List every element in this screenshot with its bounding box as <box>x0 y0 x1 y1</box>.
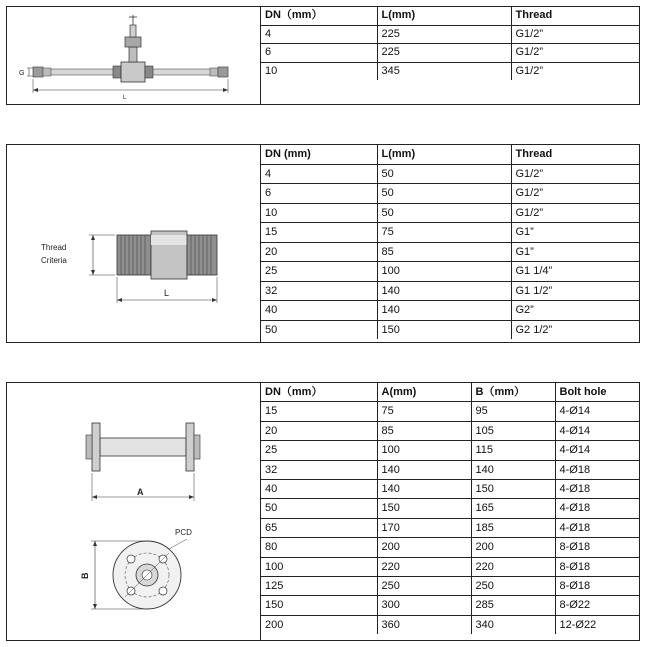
spec-table-3 <box>261 383 639 634</box>
l-label: L <box>123 95 127 101</box>
table-cell: 40 <box>261 301 377 321</box>
table-cell: 4-Ø18 <box>555 499 639 518</box>
header-row <box>261 7 639 25</box>
table-cell: 50 <box>377 203 511 223</box>
header-row <box>261 145 639 164</box>
table-cell: 150 <box>377 320 511 339</box>
table-row <box>261 402 639 421</box>
table-cell: 4 <box>261 25 377 44</box>
table-cell: 6 <box>261 184 377 204</box>
table-cell: 340 <box>471 615 555 634</box>
table-cell: 150 <box>377 499 471 518</box>
table-cell: 4-Ø14 <box>555 421 639 440</box>
table-cell: G1 1/2” <box>511 281 639 301</box>
column-header: Thread <box>511 145 639 164</box>
table-cell: 25 <box>261 441 377 460</box>
table-cell: 4 <box>261 164 377 184</box>
table-row <box>261 421 639 440</box>
table-row <box>261 164 639 184</box>
table-row <box>261 538 639 557</box>
column-header: Bolt hole <box>555 383 639 402</box>
table-row <box>261 596 639 615</box>
table-row <box>261 184 639 204</box>
table-cell: 75 <box>377 402 471 421</box>
table-row <box>261 480 639 499</box>
table-cell: 32 <box>261 281 377 301</box>
table-cell: 50 <box>377 164 511 184</box>
table-row <box>261 557 639 576</box>
spec-table-2 <box>261 145 639 339</box>
table-cell: 185 <box>471 518 555 537</box>
table-cell: 285 <box>471 596 555 615</box>
table-cell: 10 <box>261 203 377 223</box>
column-header: DN（mm） <box>261 7 377 25</box>
table-cell: 50 <box>261 320 377 339</box>
table-cell: 25 <box>261 262 377 282</box>
table-cell: 4-Ø14 <box>555 441 639 460</box>
table-cell: G2” <box>511 301 639 321</box>
table-cell: 200 <box>261 615 377 634</box>
table-cell: 140 <box>377 460 471 479</box>
table-cell: 10 <box>261 62 377 80</box>
column-header: DN（mm） <box>261 383 377 402</box>
table-cell: 200 <box>377 538 471 557</box>
column-header: L(mm) <box>377 7 511 25</box>
column-header: DN (mm) <box>261 145 377 164</box>
table-cell: 140 <box>377 480 471 499</box>
spec-table-1 <box>261 7 639 80</box>
table-cell: 300 <box>377 596 471 615</box>
table-cell: 8-Ø18 <box>555 538 639 557</box>
table-cell: 115 <box>471 441 555 460</box>
table-cell: 80 <box>261 538 377 557</box>
spec-block-2 <box>6 144 640 343</box>
table-cell: 150 <box>261 596 377 615</box>
table-cell: G1/2” <box>511 25 639 44</box>
table-cell: G1/2” <box>511 44 639 63</box>
table-cell: 8-Ø18 <box>555 577 639 596</box>
table-cell: 15 <box>261 402 377 421</box>
table-cell: 225 <box>377 25 511 44</box>
table-cell: G1 1/4” <box>511 262 639 282</box>
spec-block-1 <box>6 6 640 105</box>
table-cell: 100 <box>377 441 471 460</box>
b-label: B <box>80 572 90 579</box>
l-label: L <box>164 288 170 298</box>
table-cell: 140 <box>377 281 511 301</box>
table-cell: 12-Ø22 <box>555 615 639 634</box>
table-row <box>261 577 639 596</box>
table-cell: G1/2” <box>511 164 639 184</box>
table-cell: 4-Ø18 <box>555 480 639 499</box>
table-row <box>261 223 639 243</box>
figure-1 <box>7 7 261 104</box>
thread-label: Thread <box>41 243 67 252</box>
table-cell: 100 <box>261 557 377 576</box>
table-cell: 165 <box>471 499 555 518</box>
table-cell: 8-Ø18 <box>555 557 639 576</box>
table-cell: 20 <box>261 242 377 262</box>
nipple-fitting-drawing <box>7 145 259 342</box>
table-cell: 6 <box>261 44 377 63</box>
table-cell: 250 <box>471 577 555 596</box>
table-row <box>261 441 639 460</box>
column-header: A(mm) <box>377 383 471 402</box>
header-row <box>261 383 639 402</box>
figure-3 <box>7 383 261 640</box>
table-cell: 50 <box>261 499 377 518</box>
table-cell: 360 <box>377 615 471 634</box>
table-row <box>261 262 639 282</box>
table-cell: 250 <box>377 577 471 596</box>
table-row <box>261 320 639 339</box>
table-cell: 20 <box>261 421 377 440</box>
table-cell: 65 <box>261 518 377 537</box>
table-cell: 32 <box>261 460 377 479</box>
table-cell: 125 <box>261 577 377 596</box>
g-label: G <box>19 70 25 77</box>
table-cell: G2 1/2” <box>511 320 639 339</box>
table-cell: 85 <box>377 421 471 440</box>
table-cell: G1” <box>511 242 639 262</box>
table-cell: 200 <box>471 538 555 557</box>
table-cell: 220 <box>471 557 555 576</box>
table-cell: 4-Ø14 <box>555 402 639 421</box>
table-cell: 225 <box>377 44 511 63</box>
table-cell: G1/2” <box>511 184 639 204</box>
column-header: B（mm） <box>471 383 555 402</box>
threaded-sensor-drawing <box>7 7 259 104</box>
a-label: A <box>137 487 144 497</box>
table-row <box>261 203 639 223</box>
table-cell: 100 <box>377 262 511 282</box>
spec-block-3 <box>6 382 640 641</box>
table-cell: 140 <box>471 460 555 479</box>
table-cell: 75 <box>377 223 511 243</box>
table-cell: 40 <box>261 480 377 499</box>
table-cell: 170 <box>377 518 471 537</box>
table-cell: 140 <box>377 301 511 321</box>
table-cell: G1/2” <box>511 62 639 80</box>
table-cell: 15 <box>261 223 377 243</box>
table-cell: 4-Ø18 <box>555 518 639 537</box>
table-row <box>261 499 639 518</box>
table-row <box>261 242 639 262</box>
table-row <box>261 44 639 63</box>
table-cell: G1” <box>511 223 639 243</box>
criteria-label: Criteria <box>41 256 67 265</box>
table-cell: 8-Ø22 <box>555 596 639 615</box>
table-row <box>261 518 639 537</box>
table-cell: 50 <box>377 184 511 204</box>
table-cell: 85 <box>377 242 511 262</box>
table-row <box>261 25 639 44</box>
table-row <box>261 615 639 634</box>
table-cell: 95 <box>471 402 555 421</box>
figure-2 <box>7 145 261 342</box>
table-cell: 345 <box>377 62 511 80</box>
table-cell: 4-Ø18 <box>555 460 639 479</box>
flange-sensor-drawing <box>7 383 259 640</box>
table-cell: 105 <box>471 421 555 440</box>
column-header: L(mm) <box>377 145 511 164</box>
table-row <box>261 281 639 301</box>
table-cell: G1/2” <box>511 203 639 223</box>
table-cell: 220 <box>377 557 471 576</box>
table-row <box>261 460 639 479</box>
table-row <box>261 301 639 321</box>
pcd-label: PCD <box>175 528 192 537</box>
table-row <box>261 62 639 80</box>
column-header: Thread <box>511 7 639 25</box>
table-cell: 150 <box>471 480 555 499</box>
